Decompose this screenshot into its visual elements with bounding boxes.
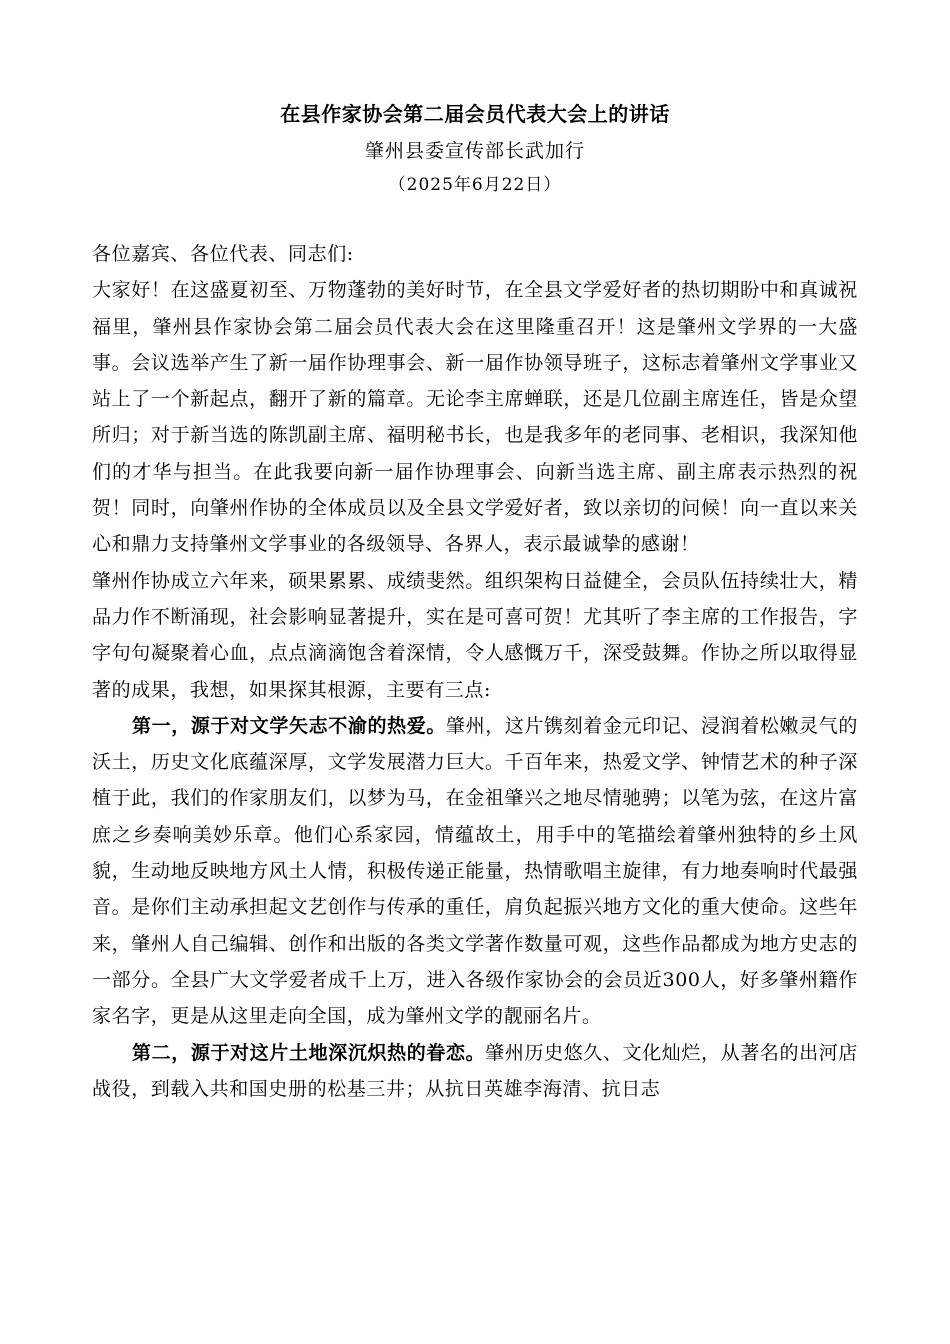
point-first-text: 肇州，这片镌刻着金元印记、浸润着松嫩灵气的沃土，历史文化底蕴深厚，文学发展潜力巨大。千百年来，热爱文学、钟情艺术的种子深植于此，我们的作家朋友们，以梦为马，在金祖肇兴之地尽情驰骋；以笔为弦，在这片富庶之乡奏响美妙乐章。他们心系家园，情蕴故土，用手中的笔描绘着肇州独特的乡土风貌，生动地反映地方风土人情，积极传递正能量，热情歌唱主旋律，有力地奏响时代最强音。是你们主动承担起文艺创作与传承的重任，肩负起振兴地方文化的重大使命。这些年来，肇州人自己编辑、创作和出版的各类文学著作数量可观，这些作品都成为地方史志的一部分。全县广大文学爱者成千上万，进入各级作家协会的会员近300人，好多肇州籍作家名字，更是从这里走向全国，成为肇州文学的靓丽名片。 — [92, 714, 858, 1028]
speaker-line: 肇州县委宣传部长武加行 — [364, 140, 585, 162]
speech-body — [92, 236, 858, 1107]
paragraph-opening: 大家好！在这盛夏初至、万物蓬勃的美好时节，在全县文学爱好者的热切期盼中和真诚祝福里，肇州县作家协会第二届会员代表大会在这里隆重召开！这是肇州文学界的一大盛事。会议选举产生了新一届作协理事会、新一届作协领导班子，这标志着肇州文学事业又站上了一个新起点，翻开了新的篇章。无论李主席蝉联，还是几位副主席连任，皆是众望所归；对于新当选的陈凯副主席、福明秘书长，也是我多年的老同事、老相识，我深知他们的才华与担当。在此我要向新一届作协理事会、向新当选主席、副主席表示热烈的祝贺！同时，向肇州作协的全体成员以及全县文学爱好者，致以亲切的问候！向一直以来关心和鼎力支持肇州文学事业的各级领导、各界人，表示最诚挚的感谢！ — [92, 279, 858, 556]
point-second-lead: 第二，源于对这片土地深沉炽热的眷恋。 — [132, 1041, 486, 1064]
point-first-lead: 第一，源于对文学矢志不渝的热爱。 — [132, 714, 446, 737]
salutation: 各位嘉宾、各位代表、同志们: — [92, 243, 354, 265]
speech-date: （2025年6月22日） — [388, 175, 562, 195]
point-second-text: 肇州历史悠久、文化灿烂，从著名的出河店战役，到载入共和国史册的松基三井；从抗日英雄李海清、抗日志 — [92, 1041, 858, 1100]
point-second — [92, 1035, 858, 1108]
speech-title: 在县作家协会第二届会员代表大会上的讲话 — [280, 102, 670, 126]
point-first — [92, 708, 858, 1035]
paragraph-achievements: 肇州作协成立六年来，硕果累累、成绩斐然。组织架构日益健全，会员队伍持续壮大，精品力作不断涌现，社会影响显著提升，实在是可喜可贺！尤其听了李主席的工作报告，字字句句凝聚着心血，点点滴滴饱含着深情，令人感慨万千，深受鼓舞。作协之所以取得显著的成果，我想，如果探其根源，主要有三点: — [92, 569, 858, 701]
